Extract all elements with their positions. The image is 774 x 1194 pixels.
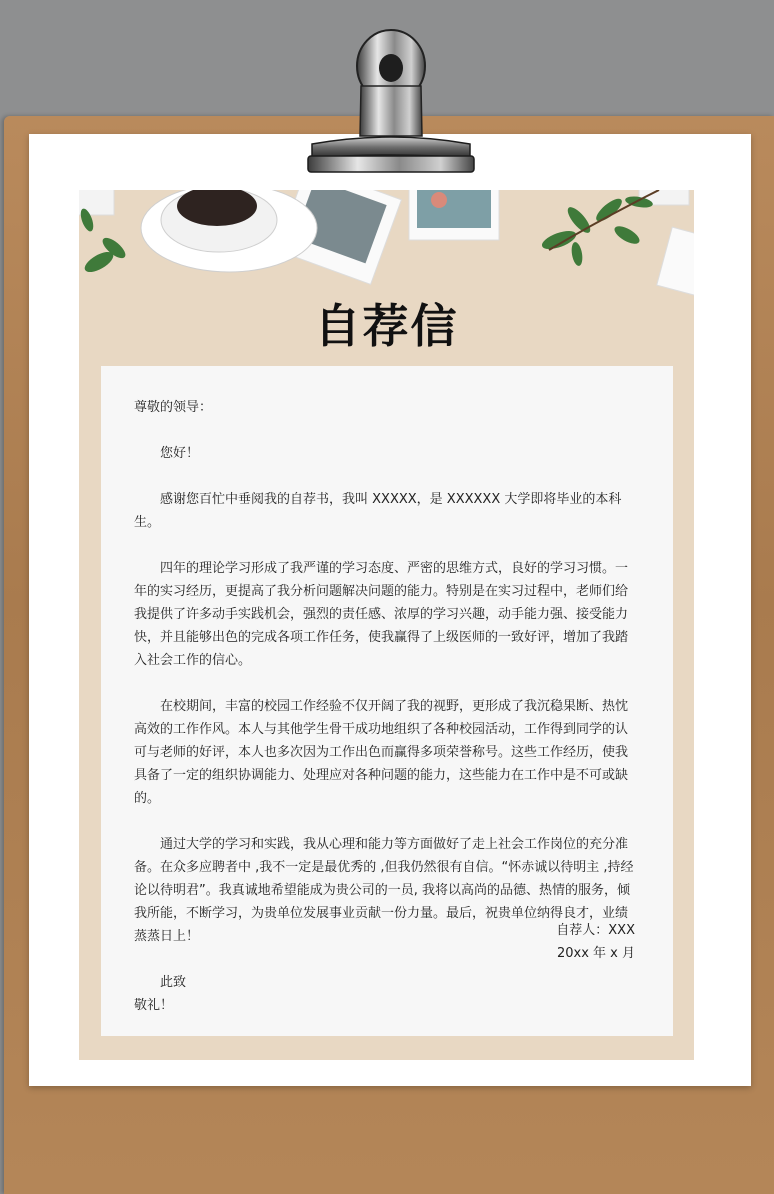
signature-block	[556, 919, 635, 965]
coffee-cup-icon	[141, 190, 317, 272]
binder-clip-icon	[306, 26, 476, 176]
letter-sheet	[79, 190, 694, 1060]
date: 20xx 年 x 月	[556, 946, 635, 961]
paragraph-campus: 在校期间，丰富的校园工作经验不仅开阔了我的视野，更形成了我沉稳果断、热忱高效的工作作风。本人与其他学生骨干成功地组织了各种校园活动，工作得到同学的认可与老师的好评，本人也多次因为工作出色而赢得多项荣誉称号。这些工作经历，使我具备了一定的组织协调能力、处理应对各种问题的能力，这些能力在工作中是不可或缺的。	[134, 699, 629, 806]
paragraph-intro: 感谢您百忙中垂阅我的自荐书，我叫 XXXXX，是 XXXXXX 大学即将毕业的本科生。	[134, 492, 622, 530]
page-title: 自荐信	[314, 299, 459, 353]
paragraph-study: 四年的理论学习形成了我严谨的学习态度、严密的思维方式，良好的学习习惯。一年的实习经历，更提高了我分析问题解决问题的能力。特别是在实习过程中，老师们给我提供了许多动手实践机会，强烈的责任感、浓厚的学习兴趣，动手能力强、接受能力快，并且能够出色的完成各项工作任务，使我赢得了上级医师的一致好评，增加了我踏入社会工作的信心。	[134, 561, 629, 668]
greeting: 您好！	[160, 446, 200, 461]
closing-line-1: 此致	[160, 975, 187, 990]
paragraph-conclusion: 通过大学的学习和实践，我从心理和能力等方面做好了走上社会工作岗位的充分准备。在众多应聘者中 ,我不一定是最优秀的 ,但我仍然很有自信。“怀赤诚以待明主 ,持经论以待明君”。我真诚地希望能成为贵公司的一员, 我将以高尚的品德、热情的服务，倾我所能，不断学习，为贵单位发展事业贡献一份力量。最后，祝贵单位纳得良才，业绩蒸蒸日上！	[134, 837, 634, 944]
salutation: 尊敬的领导：	[134, 400, 213, 415]
closing-line-2: 敬礼！	[134, 998, 174, 1013]
letter-content-panel	[101, 366, 673, 1036]
signer: 自荐人：XXX	[556, 923, 635, 938]
